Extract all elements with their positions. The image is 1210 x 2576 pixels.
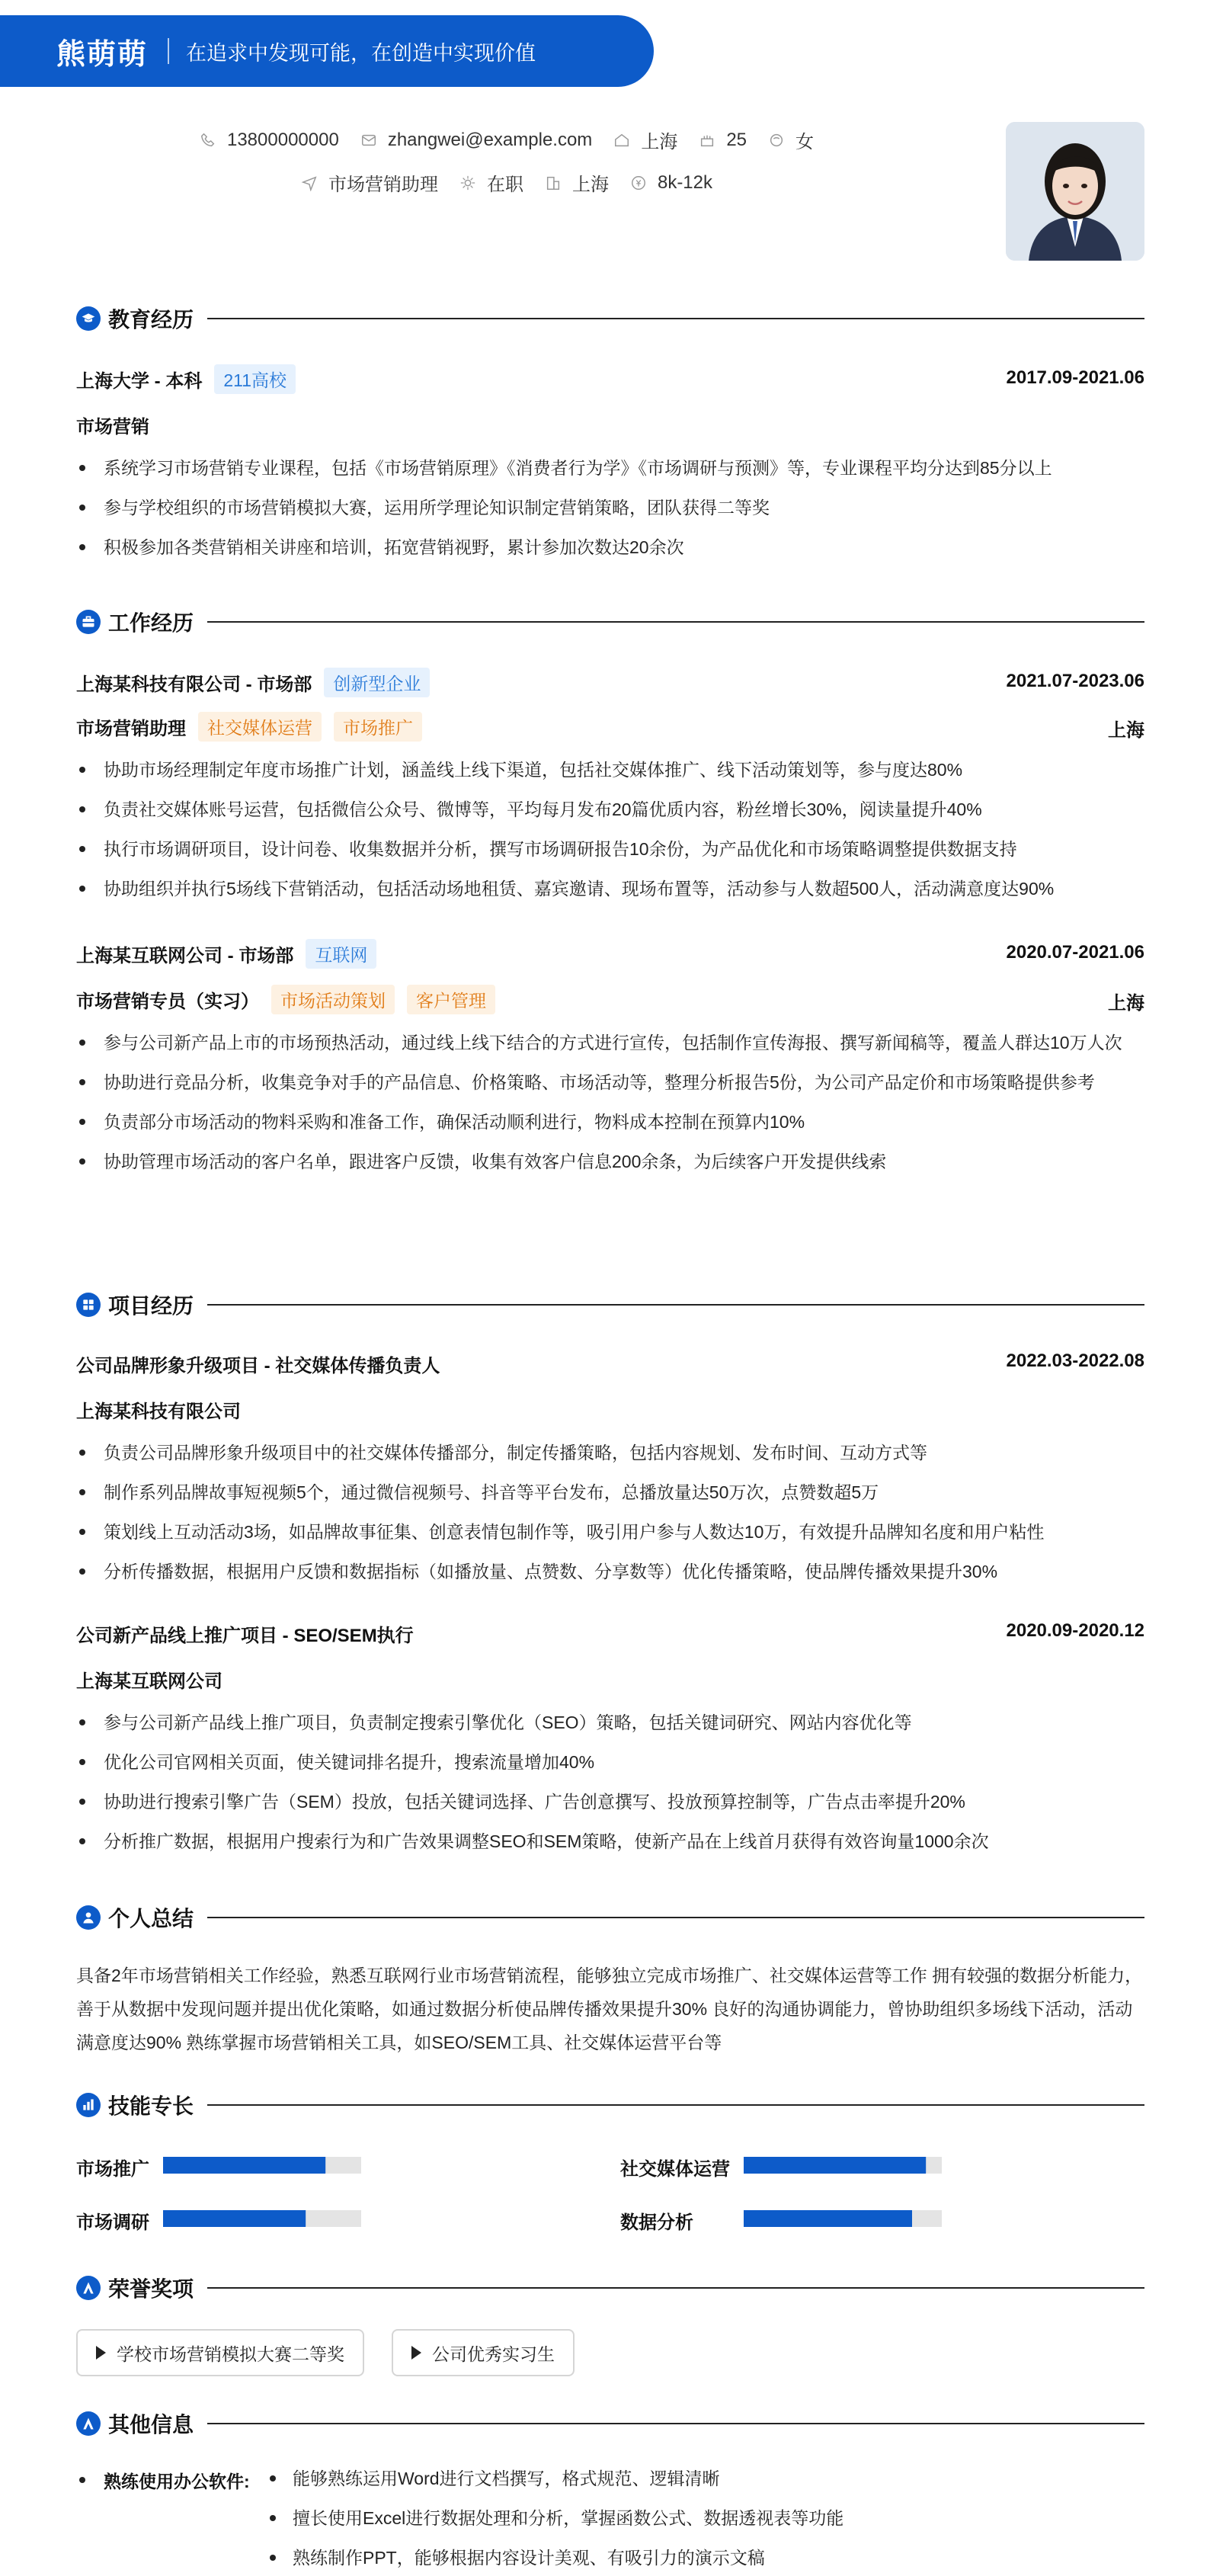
- section-divider: [207, 621, 1144, 623]
- contact-phone: 13800000000: [200, 130, 339, 151]
- work-company: 上海某科技有限公司 - 市场部: [76, 674, 312, 695]
- section-title-other: 其他信息: [108, 2413, 194, 2437]
- contact-city: 上海: [545, 169, 609, 196]
- edu-school: 上海大学 - 本科: [76, 371, 203, 392]
- work-company-tag: 互联网: [306, 939, 376, 969]
- list-item: 策划线上互动活动3场，如品牌故事征集、创意表情包制作等，吸引用户参与人数达10万，有效提升品牌知名度和用户粘性: [76, 1517, 1144, 1547]
- skill-name: 数据分析: [620, 2212, 693, 2233]
- edu-date: 2017.09-2021.06: [1006, 367, 1144, 388]
- header-banner: [0, 15, 654, 87]
- age-icon: [699, 132, 715, 149]
- contact-hometown: 上海: [613, 127, 677, 153]
- project-company: 上海某互联网公司: [76, 1671, 222, 1692]
- phone-icon: [200, 132, 216, 149]
- play-icon: [411, 2346, 421, 2360]
- list-item: 制作系列品牌故事短视频5个，通过微信视频号、抖音等平台发布，总播放量达50万次，点赞数超5万: [76, 1477, 1144, 1507]
- section-awards: [76, 2273, 1144, 2303]
- list-item: 擅长使用Excel进行数据处理和分析，掌握函数公式、数据透视表等功能: [267, 2503, 843, 2533]
- section-other: [76, 2408, 1144, 2439]
- list-item: 协助市场经理制定年度市场推广计划，涵盖线上线下渠道，包括社交媒体推广、线下活动策划等，参与度达80%: [76, 755, 1144, 785]
- contact-row-1: [0, 127, 1013, 153]
- skill-level: [744, 2157, 926, 2174]
- work-company-tag: 创新型企业: [324, 668, 430, 697]
- user-icon: [76, 1905, 101, 1930]
- section-title-summary: 个人总结: [108, 1907, 194, 1930]
- list-item: 参与公司新产品上市的市场预热活动，通过线上线下结合的方式进行宣传，包括制作宣传海报、撰写新闻稿等，覆盖人群达10万人次: [76, 1027, 1144, 1058]
- list-item: 分析推广数据，根据用户搜索行为和广告效果调整SEO和SEM策略，使新产品在上线首月获得有效咨询量1000余次: [76, 1826, 1144, 1857]
- list-item: 分析传播数据，根据用户反馈和数据指标（如播放量、点赞数、分享数等）优化传播策略，使品牌传播效果提升30%: [76, 1556, 1144, 1587]
- skill-bar: [744, 2157, 942, 2174]
- project-date: 2020.09-2020.12: [1006, 1620, 1144, 1641]
- list-item: 协助进行搜索引擎广告（SEM）投放，包括关键词选择、广告创意撰写、投放预算控制等，广告点击率提升20%: [76, 1786, 1144, 1817]
- edu-school-row: [76, 364, 296, 394]
- skill-bar: [744, 2210, 942, 2227]
- section-divider: [207, 1304, 1144, 1306]
- list-item: 积极参加各类营销相关讲座和培训，拓宽营销视野，累计参加次数达20余次: [76, 532, 1144, 562]
- work-2-company-row: [76, 939, 376, 969]
- salary-icon: [630, 175, 647, 191]
- list-item: 执行市场调研项目，设计问卷、收集数据并分析，撰写市场调研报告10余份，为产品优化和市场策略调整提供数据支持: [76, 834, 1144, 864]
- list-item: 协助进行竞品分析，收集竞争对手的产品信息、价格策略、市场活动等，整理分析报告5份，为公司产品定价和市场策略提供参考: [76, 1067, 1144, 1097]
- section-divider: [207, 1917, 1144, 1918]
- skill-name: 社交媒体运营: [620, 2159, 730, 2180]
- award-icon: [76, 2276, 101, 2300]
- other-label: 熟练使用办公软件:: [76, 2468, 250, 2493]
- section-summary: [76, 1902, 1144, 1933]
- list-item: 能够熟练运用Word进行文档撰写，格式规范、逻辑清晰: [267, 2463, 843, 2494]
- building-icon: [545, 175, 562, 191]
- contact-job-target: 市场营销助理: [301, 169, 438, 196]
- list-item: 参与学校组织的市场营销模拟大赛，运用所学理论知识制定营销策略，团队获得二等奖: [76, 492, 1144, 523]
- skill-level: [744, 2210, 912, 2227]
- award-item: 公司优秀实习生: [392, 2329, 575, 2376]
- project-company: 上海某科技有限公司: [76, 1402, 241, 1422]
- briefcase-icon: [76, 610, 101, 634]
- contact-row-2: [0, 169, 1013, 196]
- project-2-bullets: [76, 1707, 1144, 1866]
- work-date: 2020.07-2021.06: [1006, 942, 1144, 963]
- edu-major: 市场营销: [76, 417, 149, 437]
- avatar: [1006, 122, 1144, 261]
- section-skills: [76, 2090, 1144, 2120]
- section-education: [76, 303, 1144, 334]
- section-project: [76, 1290, 1144, 1320]
- work-date: 2021.07-2023.06: [1006, 671, 1144, 691]
- list-item: 熟练制作PPT，能够根据内容设计美观、有吸引力的演示文稿: [267, 2542, 843, 2573]
- project-1-bullets: [76, 1437, 1144, 1596]
- list-item: 负责社交媒体账号运营，包括微信公众号、微博等，平均每月发布20篇优质内容，粉丝增长30%，阅读量提升40%: [76, 794, 1144, 825]
- list-item: 协助管理市场活动的客户名单，跟进客户反馈，收集有效客户信息200余条，为后续客户开发提供线索: [76, 1146, 1144, 1177]
- contact-salary: 8k-12k: [630, 172, 712, 194]
- candidate-name: 熊萌萌: [56, 38, 149, 71]
- list-item: 协助组织并执行5场线下营销活动，包括活动场地租赁、嘉宾邀请、现场布置等，活动参与人数超500人，活动满意度达90%: [76, 873, 1144, 904]
- edu-tag: 211高校: [214, 364, 296, 394]
- contact-age: 25: [699, 130, 747, 151]
- work-location: 上海: [1108, 720, 1144, 741]
- status-icon: [459, 175, 476, 191]
- home-icon: [613, 132, 630, 149]
- work-1-company-row: [76, 668, 430, 697]
- bar-chart-icon: [76, 2093, 101, 2117]
- work-role-tag: 客户管理: [407, 985, 495, 1014]
- section-title-project: 项目经历: [108, 1294, 194, 1318]
- section-work: [76, 607, 1144, 637]
- work-1-role-row: [76, 712, 422, 742]
- section-title-skills: 技能专长: [108, 2094, 194, 2118]
- award-item: 学校市场营销模拟大赛二等奖: [76, 2329, 364, 2376]
- graduation-cap-icon: [76, 306, 101, 331]
- skill-name: 市场调研: [76, 2212, 149, 2233]
- list-item: 系统学习市场营销专业课程，包括《市场营销原理》《消费者行为学》《市场调研与预测》等，专业课程平均分达到85分以上: [76, 453, 1144, 483]
- play-icon: [96, 2346, 106, 2360]
- project-date: 2022.03-2022.08: [1006, 1350, 1144, 1371]
- work-role: 市场营销专员（实习）: [76, 992, 259, 1012]
- work-1-bullets: [76, 755, 1144, 913]
- list-item: 负责公司品牌形象升级项目中的社交媒体传播部分，制定传播策略，包括内容规划、发布时间、互动方式等: [76, 1437, 1144, 1468]
- list-item: 参与公司新产品线上推广项目，负责制定搜索引擎优化（SEO）策略，包括关键词研究、网站内容优化等: [76, 1707, 1144, 1738]
- section-divider: [207, 2287, 1144, 2289]
- info-icon: [76, 2411, 101, 2436]
- section-divider: [207, 318, 1144, 319]
- section-title-work: 工作经历: [108, 611, 194, 635]
- work-location: 上海: [1108, 993, 1144, 1014]
- skill-level: [163, 2210, 306, 2227]
- project-title: 公司品牌形象升级项目 - 社交媒体传播负责人: [76, 1356, 440, 1376]
- email-icon: [360, 132, 377, 149]
- skill-level: [163, 2157, 325, 2174]
- section-divider: [207, 2104, 1144, 2106]
- skill-name: 市场推广: [76, 2159, 149, 2180]
- section-divider: [207, 2423, 1144, 2424]
- contact-gender: 女: [768, 127, 814, 153]
- section-title-awards: 荣誉奖项: [108, 2277, 194, 2301]
- work-2-bullets: [76, 1027, 1144, 1186]
- work-company: 上海某互联网公司 - 市场部: [76, 946, 294, 966]
- section-title-education: 教育经历: [108, 308, 194, 332]
- header-motto: 在追求中发现可能，在创造中实现价值: [186, 41, 536, 65]
- header-divider: [168, 38, 169, 64]
- send-icon: [301, 175, 318, 191]
- contact-status: 在职: [459, 169, 523, 196]
- skill-bar: [163, 2157, 361, 2174]
- list-item: 优化公司官网相关页面，使关键词排名提升，搜索流量增加40%: [76, 1747, 1144, 1777]
- work-role-tag: 市场推广: [334, 712, 422, 742]
- skill-bar: [163, 2210, 361, 2227]
- work-2-role-row: [76, 985, 495, 1014]
- other-list: [267, 2463, 843, 2576]
- gender-icon: [768, 132, 785, 149]
- project-grid-icon: [76, 1293, 101, 1317]
- summary-text: 具备2年市场营销相关工作经验，熟悉互联网行业市场营销流程，能够独立完成市场推广、社交媒体运营等工作 拥有较强的数据分析能力，善于从数据中发现问题并提出优化策略，如通过数据分析使品牌传播效果提升30% 良好的沟通协调能力，曾协助组织多场线下活动，活动满意度达90% 熟练掌握市场营销相关工具，如SEO/SEM工具、社交媒体运营平台等: [76, 1966, 1143, 2052]
- contact-email: zhangwei@example.com: [360, 130, 593, 151]
- list-item: 负责部分市场活动的物料采购和准备工作，确保活动顺利进行，物料成本控制在预算内10%: [76, 1107, 1144, 1137]
- work-role-tag: 社交媒体运营: [198, 712, 322, 742]
- avatar-portrait: [1006, 122, 1144, 261]
- project-title: 公司新产品线上推广项目 - SEO/SEM执行: [76, 1626, 414, 1646]
- edu-bullets: [76, 453, 1144, 572]
- work-role-tag: 市场活动策划: [271, 985, 395, 1014]
- work-role: 市场营销助理: [76, 719, 186, 739]
